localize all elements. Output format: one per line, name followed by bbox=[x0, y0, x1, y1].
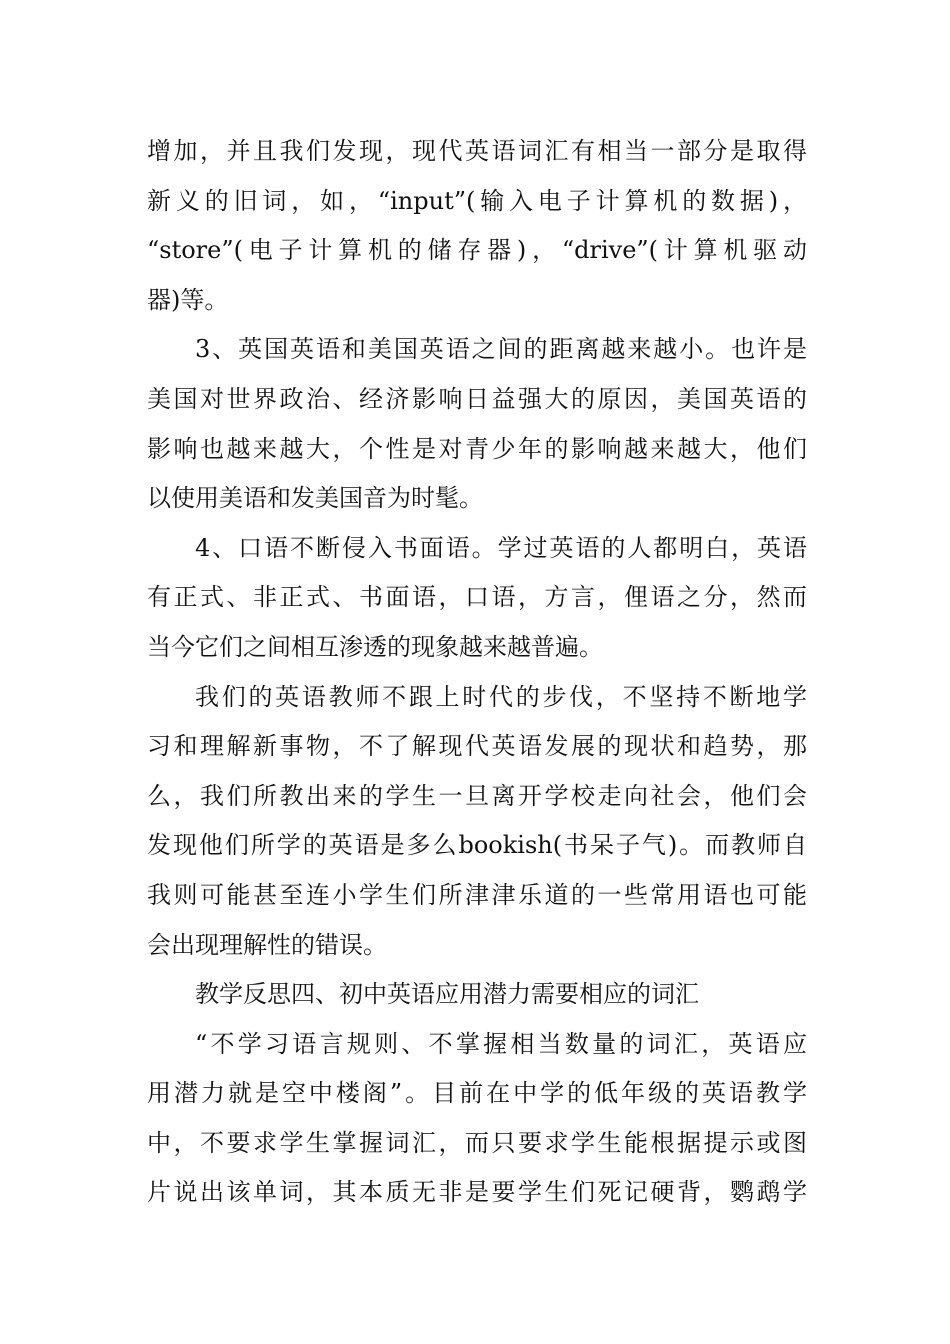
text-line: 4、口语不断侵入书面语。学过英语的人都明白，英语 bbox=[195, 533, 807, 562]
text-line: 习和理解新事物，不了解现代英语发展的现状和趋势，那 bbox=[147, 732, 807, 761]
text-line: 增加，并且我们发现，现代英语词汇有相当一部分是取得 bbox=[147, 137, 807, 165]
text-line: 用潜力就是空中楼阁”。目前在中学的低年级的英语教学 bbox=[147, 1079, 807, 1108]
text-line: 3、英国英语和美国英语之间的距离越来越小。也许是 bbox=[195, 335, 807, 364]
text-line: 我们的英语教师不跟上时代的步伐，不坚持不断地学 bbox=[195, 682, 807, 711]
text-line: “store”(电子计算机的储存器)，“drive”(计算机驱动 bbox=[147, 236, 807, 265]
text-line: 片说出该单词，其本质无非是要学生们死记硬背，鹦鹉学 bbox=[147, 1178, 807, 1207]
text-line: 我则可能甚至连小学生们所津津乐道的一些常用语也可能 bbox=[147, 880, 807, 909]
section-heading: 教学反思四、初中英语应用潜力需要相应的词汇 bbox=[195, 980, 699, 1009]
text-line: 么，我们所教出来的学生一旦离开学校走向社会，他们会 bbox=[147, 781, 807, 810]
text-line: 美国对世界政治、经济影响日益强大的原因，美国英语的 bbox=[147, 384, 807, 413]
text-line: 影响也越来越大，个性是对青少年的影响越来越大，他们 bbox=[147, 434, 807, 463]
text-line: 有正式、非正式、书面语，口语，方言，俚语之分，然而 bbox=[147, 583, 807, 612]
text-line: 器)等。 bbox=[147, 285, 229, 314]
text-line: 以使用美语和发美国音为时髦。 bbox=[147, 484, 483, 513]
text-line: 会出现理解性的错误。 bbox=[147, 930, 387, 959]
text-line: “不学习语言规则、不掌握相当数量的词汇，英语应 bbox=[195, 1029, 807, 1058]
text-line: 中，不要求学生掌握词汇，而只要求学生能根据提示或图 bbox=[147, 1128, 807, 1157]
text-line: 发现他们所学的英语是多么bookish(书呆子气)。而教师自 bbox=[147, 831, 807, 860]
body-text bbox=[147, 127, 807, 1218]
text-line: 当今它们之间相互渗透的现象越来越普遍。 bbox=[147, 632, 603, 661]
text-line: 新义的旧词，如，“input”(输入电子计算机的数据)， bbox=[147, 186, 807, 215]
